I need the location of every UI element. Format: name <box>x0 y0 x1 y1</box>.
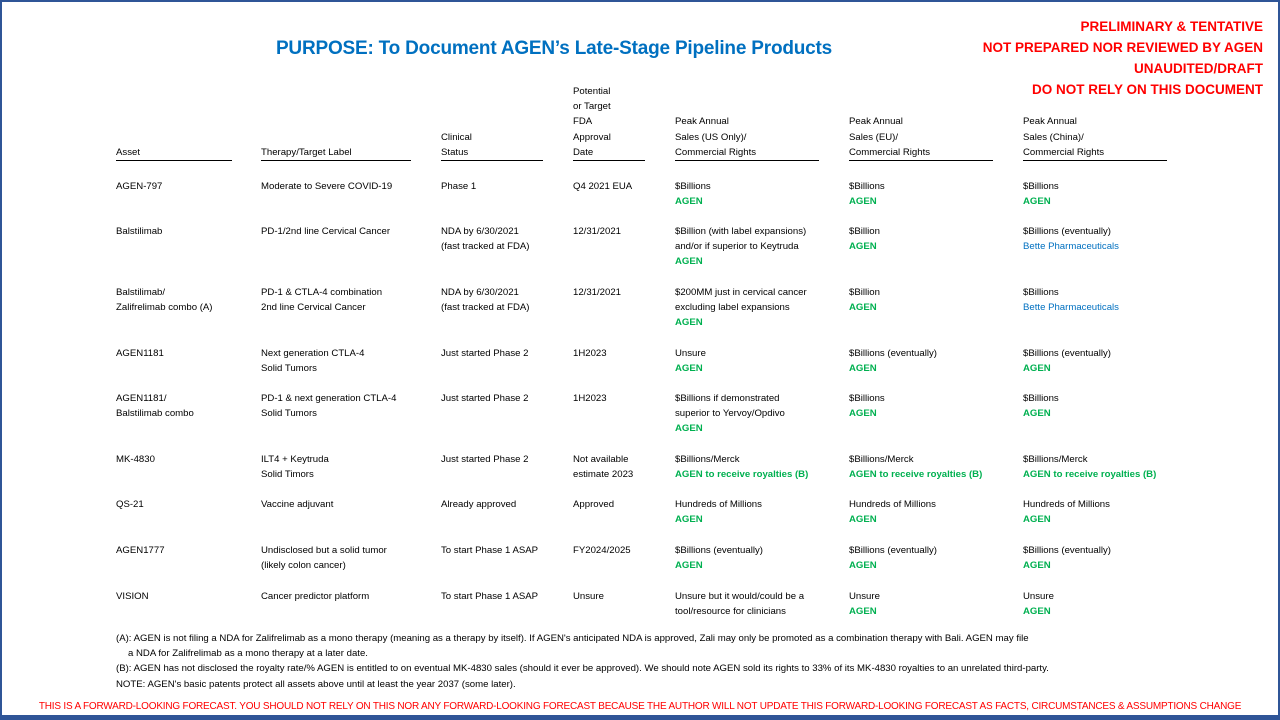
cell-line: Approved <box>573 499 615 510</box>
commercial-rights: AGEN <box>1023 560 1051 572</box>
sales-estimate: $Billions/Merck <box>675 454 740 465</box>
cell-therapy <box>261 543 387 573</box>
cell-line: FY2024/2025 <box>573 545 631 556</box>
slide <box>2 2 1278 715</box>
cell-line: To start Phase 1 ASAP <box>441 591 539 602</box>
cell-sales-us <box>675 497 762 527</box>
cell-line: MK-4830 <box>116 454 155 465</box>
cell-line: Just started Phase 2 <box>441 393 529 404</box>
cell-sales-eu <box>849 224 880 254</box>
column-header-therapy <box>261 145 411 161</box>
cell-line: VISION <box>116 591 149 602</box>
cell-line: Just started Phase 2 <box>441 454 529 465</box>
sales-estimate: superior to Yervoy/Opdivo <box>675 408 785 420</box>
column-header-line: Commercial Rights <box>1023 146 1105 158</box>
commercial-rights: Bette Pharmaceuticals <box>1023 241 1119 253</box>
cell-line: Balstilimab/ <box>116 287 166 298</box>
cell-line: Next generation CTLA-4 <box>261 348 365 359</box>
cell-fda-date <box>573 391 607 406</box>
column-header-line: Clinical <box>441 131 472 143</box>
cell-sales-china <box>1023 391 1059 421</box>
commercial-rights: AGEN <box>675 560 703 572</box>
cell-line: Phase 1 <box>441 181 477 192</box>
sales-estimate: $Billions if demonstrated <box>675 393 780 404</box>
commercial-rights: AGEN to receive royalties (B) <box>849 469 983 481</box>
cell-line: 12/31/2021 <box>573 287 622 298</box>
cell-asset <box>116 179 162 194</box>
cell-clinical-status <box>441 452 528 467</box>
commercial-rights: AGEN <box>675 514 703 526</box>
column-header-line: Asset <box>116 146 140 158</box>
commercial-rights: AGEN <box>675 317 703 329</box>
sales-estimate: $Billions/Merck <box>1023 454 1088 465</box>
commercial-rights: AGEN <box>849 514 877 526</box>
cell-fda-date <box>573 589 604 604</box>
cell-line: AGEN1181/ <box>116 393 167 404</box>
column-header-fda-date <box>573 84 645 161</box>
cell-line: NDA by 6/30/2021 <box>441 226 519 237</box>
cell-clinical-status <box>441 497 516 512</box>
cell-sales-us <box>675 452 808 482</box>
cell-line: AGEN-797 <box>116 181 163 192</box>
cell-therapy <box>261 179 392 194</box>
commercial-rights: AGEN <box>1023 408 1051 420</box>
cell-line: PD-1/2nd line Cervical Cancer <box>261 226 391 237</box>
cell-line: Q4 2021 EUA <box>573 181 633 192</box>
commercial-rights: AGEN <box>675 256 703 268</box>
cell-therapy <box>261 452 329 482</box>
cell-sales-china <box>1023 452 1156 482</box>
sales-estimate: $Billion <box>849 226 880 237</box>
cell-asset <box>116 589 149 604</box>
cell-line: 1H2023 <box>573 393 607 404</box>
cell-line: AGEN1777 <box>116 545 165 556</box>
column-header-line: Date <box>573 146 594 158</box>
cell-therapy <box>261 589 369 604</box>
cell-fda-date <box>573 452 633 482</box>
cell-sales-china <box>1023 543 1111 573</box>
cell-line: Zalifrelimab combo (A) <box>116 302 213 314</box>
cell-fda-date <box>573 497 614 512</box>
cell-line: Vaccine adjuvant <box>261 499 334 510</box>
sales-estimate: $Billions (eventually) <box>849 348 937 359</box>
cell-sales-us <box>675 179 711 209</box>
cell-sales-eu <box>849 391 885 421</box>
sales-estimate: Unsure <box>1023 591 1054 602</box>
commercial-rights: Bette Pharmaceuticals <box>1023 302 1119 314</box>
column-header-line: or Target <box>573 101 611 113</box>
column-header-line: Commercial Rights <box>675 146 757 158</box>
commercial-rights: AGEN <box>849 196 877 208</box>
column-header-line: Sales (EU)/ <box>849 131 899 143</box>
cell-line: Solid Tumors <box>261 408 317 420</box>
footnote-note: NOTE: AGEN's basic patents protect all assets above until at least the year 2037 (some later). <box>116 678 516 690</box>
cell-line: Not available <box>573 454 629 465</box>
sales-estimate: and/or if superior to Keytruda <box>675 241 799 253</box>
cell-sales-china <box>1023 224 1119 254</box>
commercial-rights: AGEN to receive royalties (B) <box>675 469 809 481</box>
page-title: PURPOSE: To Document AGEN’s Late-Stage Pipeline Products <box>275 38 833 59</box>
cell-sales-eu <box>849 497 936 527</box>
cell-line: Unsure <box>573 591 604 602</box>
commercial-rights: AGEN <box>849 363 877 375</box>
cell-line: Cancer predictor platform <box>261 591 370 602</box>
cell-fda-date <box>573 346 607 361</box>
forward-looking-disclaimer: THIS IS A FORWARD-LOOKING FORECAST. YOU SHOULD NOT RELY ON THIS NOR ANY FORWARD-LOOKING FORECAST BECAUSE THE AUTHOR WILL NOT UPDATE THIS FORWARD-LOOKING FORECAST AS FACTS, CIRCUMSTANCES & ASSUMPTIONS CHANGE <box>38 701 1242 712</box>
cell-line: Already approved <box>441 499 517 510</box>
sales-estimate: $Billions (eventually) <box>1023 348 1111 359</box>
cell-clinical-status <box>441 391 528 406</box>
sales-estimate: $200MM just in cervical cancer <box>675 287 807 298</box>
commercial-rights: AGEN <box>849 302 877 314</box>
disclaimer-line: PRELIMINARY & TENTATIVE <box>1080 19 1263 34</box>
cell-sales-eu <box>849 589 880 619</box>
cell-sales-china <box>1023 346 1111 376</box>
column-header-sales-us <box>675 114 819 161</box>
commercial-rights: AGEN <box>1023 514 1051 526</box>
cell-sales-us <box>675 543 763 573</box>
sales-estimate: Unsure <box>849 591 880 602</box>
cell-asset <box>116 346 164 361</box>
sales-estimate: $Billions <box>849 393 885 404</box>
sales-estimate: $Billion (with label expansions) <box>675 226 807 237</box>
commercial-rights: AGEN <box>1023 363 1051 375</box>
cell-line: (likely colon cancer) <box>261 560 346 572</box>
column-header-line: Sales (China)/ <box>1023 131 1084 143</box>
cell-line: 1H2023 <box>573 348 607 359</box>
sales-estimate: Hundreds of Millions <box>1023 499 1110 510</box>
column-header-sales-china <box>1023 114 1167 161</box>
sales-estimate: $Billions <box>675 181 711 192</box>
cell-therapy <box>261 346 364 376</box>
cell-clinical-status <box>441 179 476 194</box>
disclaimer-line: NOT PREPARED NOR REVIEWED BY AGEN <box>982 40 1263 55</box>
cell-line: (fast tracked at FDA) <box>441 241 530 253</box>
column-header-line: Commercial Rights <box>849 146 931 158</box>
cell-line: (fast tracked at FDA) <box>441 302 530 314</box>
cell-line: PD-1 & CTLA-4 combination <box>261 287 383 298</box>
cell-sales-china <box>1023 497 1110 527</box>
cell-sales-us <box>675 589 804 619</box>
commercial-rights: AGEN <box>849 408 877 420</box>
cell-asset <box>116 391 194 421</box>
sales-estimate: Unsure <box>675 348 706 359</box>
commercial-rights: AGEN <box>675 196 703 208</box>
cell-fda-date <box>573 543 631 558</box>
cell-fda-date <box>573 224 621 239</box>
cell-line: QS-21 <box>116 499 144 510</box>
sales-estimate: $Billions/Merck <box>849 454 914 465</box>
cell-line: Solid Timors <box>261 469 314 481</box>
cell-sales-us <box>675 346 706 376</box>
cell-line: NDA by 6/30/2021 <box>441 287 519 298</box>
disclaimer-line: UNAUDITED/DRAFT <box>1134 61 1263 76</box>
cell-sales-china <box>1023 589 1054 619</box>
cell-sales-eu <box>849 346 937 376</box>
cell-asset <box>116 543 165 558</box>
footnotes <box>116 631 1049 692</box>
sales-estimate: Hundreds of Millions <box>675 499 762 510</box>
cell-sales-eu <box>849 179 885 209</box>
column-header-clinical-status <box>441 130 543 161</box>
sales-estimate: $Billions <box>1023 287 1059 298</box>
column-header-line: Peak Annual <box>1023 116 1077 128</box>
cell-asset <box>116 285 213 315</box>
cell-sales-us <box>675 224 806 270</box>
commercial-rights: AGEN to receive royalties (B) <box>1023 469 1157 481</box>
cell-asset <box>116 452 155 467</box>
cell-clinical-status <box>441 543 538 558</box>
cell-line: 12/31/2021 <box>573 226 622 237</box>
cell-line: ILT4 + Keytruda <box>261 454 329 465</box>
cell-fda-date <box>573 179 632 194</box>
cell-line: 2nd line Cervical Cancer <box>261 302 366 314</box>
cell-clinical-status <box>441 285 530 315</box>
cell-clinical-status <box>441 224 530 254</box>
sales-estimate: Hundreds of Millions <box>849 499 936 510</box>
footnote-b: (B): AGEN has not disclosed the royalty rate/% AGEN is entitled to on eventual MK-4830 sales (should it ever be approved). We should note AGEN sold its rights to 33% of its MK-4830 royalties to an unrelated third-party. <box>116 663 1049 675</box>
cell-therapy <box>261 497 333 512</box>
column-header-line: Peak Annual <box>849 116 903 128</box>
cell-line: PD-1 & next generation CTLA-4 <box>261 393 397 404</box>
disclaimer-line: DO NOT RELY ON THIS DOCUMENT <box>1031 82 1263 97</box>
sales-estimate: $Billions (eventually) <box>1023 545 1111 556</box>
cell-line: Just started Phase 2 <box>441 348 529 359</box>
cell-line: estimate 2023 <box>573 469 634 481</box>
commercial-rights: AGEN <box>675 363 703 375</box>
column-header-line: Status <box>441 146 469 158</box>
sales-estimate: tool/resource for clinicians <box>675 606 786 618</box>
column-header-line: Potential <box>573 86 611 97</box>
sales-estimate: Unsure but it would/could be a <box>675 591 805 602</box>
column-header-line: Sales (US Only)/ <box>675 131 747 143</box>
commercial-rights: AGEN <box>849 560 877 572</box>
cell-asset <box>116 497 144 512</box>
commercial-rights: AGEN <box>849 241 877 253</box>
column-header-line: Therapy/Target Label <box>261 146 352 158</box>
cell-clinical-status <box>441 346 528 361</box>
cell-line: AGEN1181 <box>116 348 164 359</box>
cell-asset <box>116 224 162 239</box>
cell-line: To start Phase 1 ASAP <box>441 545 539 556</box>
commercial-rights: AGEN <box>1023 606 1051 618</box>
column-header-asset <box>116 145 232 161</box>
cell-line: Balstilimab combo <box>116 408 194 420</box>
disclaimer-block <box>983 16 1263 100</box>
sales-estimate: $Billions (eventually) <box>675 545 763 556</box>
sales-estimate: $Billions <box>1023 393 1059 404</box>
cell-therapy <box>261 391 396 421</box>
cell-fda-date <box>573 285 621 300</box>
cell-clinical-status <box>441 589 538 604</box>
commercial-rights: AGEN <box>849 606 877 618</box>
cell-sales-eu <box>849 285 880 315</box>
column-header-line: Peak Annual <box>675 116 729 128</box>
cell-sales-eu <box>849 452 982 482</box>
sales-estimate: $Billions <box>1023 181 1059 192</box>
footnote-a-continued: a NDA for Zalifrelimab as a mono therapy at a later date. <box>128 648 368 660</box>
cell-therapy <box>261 224 390 239</box>
cell-line: Undisclosed but a solid tumor <box>261 545 387 556</box>
column-header-line: Approval <box>573 131 611 143</box>
cell-sales-china <box>1023 179 1059 209</box>
sales-estimate: excluding label expansions <box>675 302 790 314</box>
sales-estimate: $Billions (eventually) <box>849 545 937 556</box>
cell-sales-china <box>1023 285 1119 315</box>
cell-line: Balstilimab <box>116 226 163 237</box>
cell-sales-us <box>675 391 785 437</box>
cell-line: Solid Tumors <box>261 363 317 375</box>
sales-estimate: $Billion <box>849 287 880 298</box>
footnote-a: (A): AGEN is not filing a NDA for Zalifrelimab as a mono therapy (meaning as a therapy by itself). If AGEN's anticipated NDA is approved, Zali may only be promoted as a combination therapy with Bali. AGEN may file <box>116 633 1029 644</box>
cell-sales-us <box>675 285 807 331</box>
column-header-sales-eu <box>849 114 993 161</box>
sales-estimate: $Billions (eventually) <box>1023 226 1111 237</box>
cell-line: Moderate to Severe COVID-19 <box>261 181 393 192</box>
commercial-rights: AGEN <box>675 423 703 435</box>
commercial-rights: AGEN <box>1023 196 1051 208</box>
cell-therapy <box>261 285 382 315</box>
column-header-line: FDA <box>573 116 593 128</box>
sales-estimate: $Billions <box>849 181 885 192</box>
cell-sales-eu <box>849 543 937 573</box>
